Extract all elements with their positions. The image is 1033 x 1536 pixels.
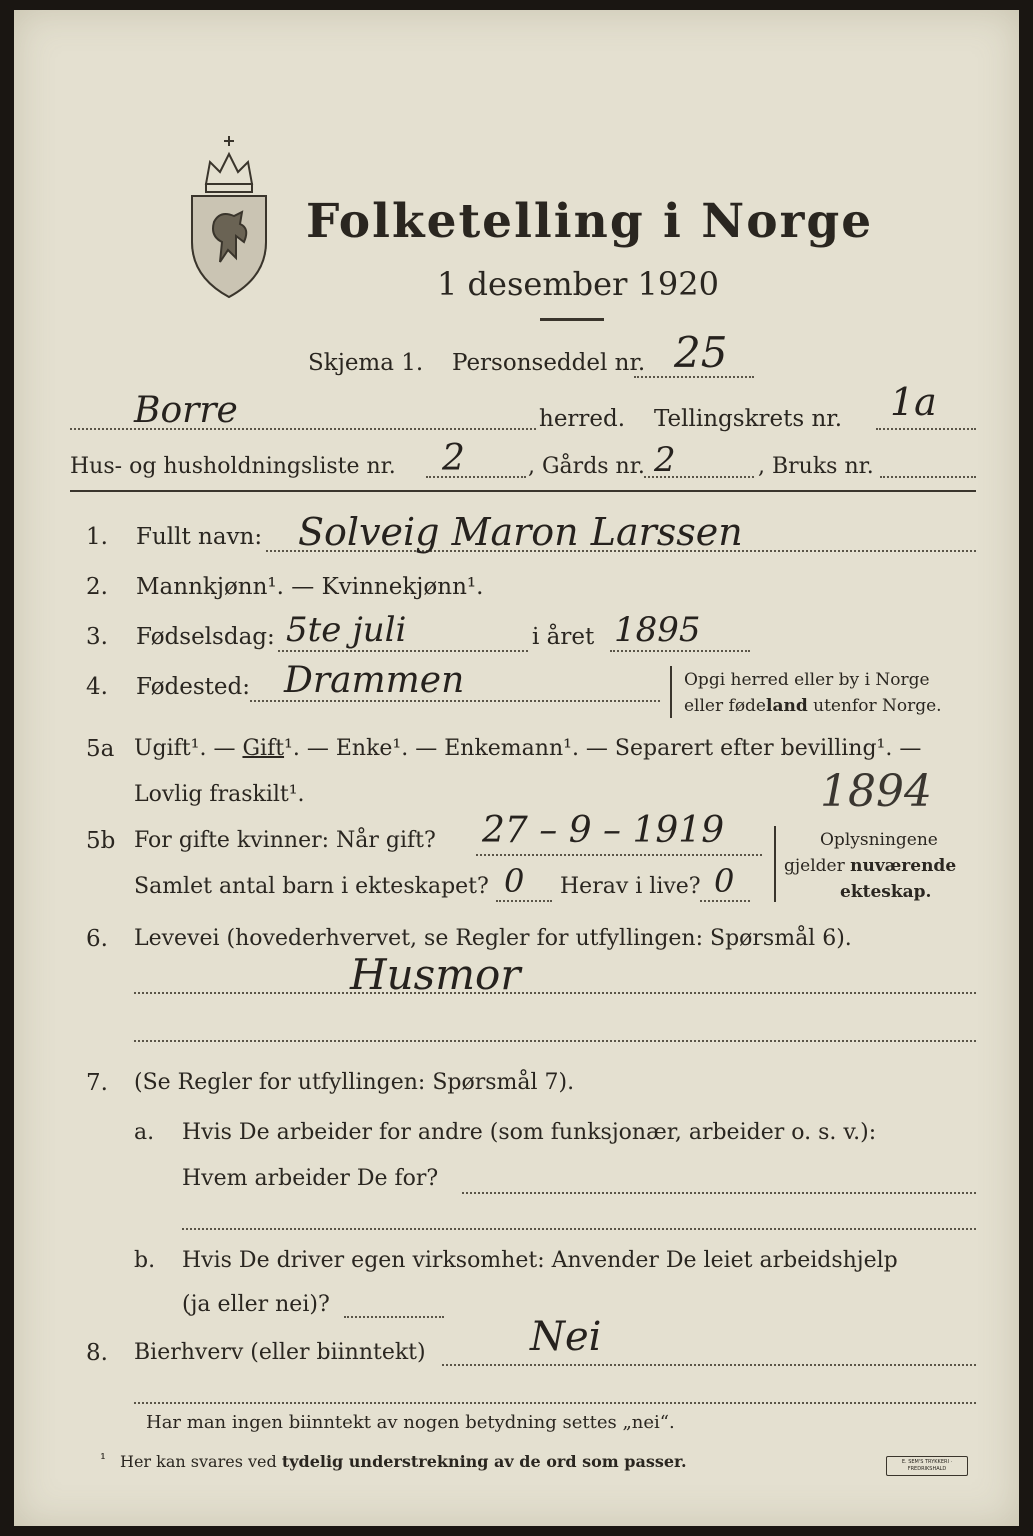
tellingskrets-label: Tellingskrets nr. — [654, 406, 843, 432]
q7a-line2 — [182, 1228, 976, 1230]
q5b-note-line1: Oplysningene — [820, 830, 938, 850]
hus-label: Hus- og husholdningsliste nr. — [70, 454, 396, 479]
hus-line — [426, 476, 526, 478]
q1-number: 1. — [86, 524, 108, 550]
q5a-gift-underlined: Gift — [242, 736, 285, 761]
q5b-date-line — [476, 854, 762, 856]
q4-number: 4. — [86, 674, 108, 700]
q6-label: Levevei (hovederhvervet, se Regler for utfyllingen: Spørsmål 6). — [134, 926, 852, 951]
q8-label: Bierhverv (eller biinntekt) — [134, 1340, 426, 1365]
herred-label: herred. — [539, 406, 626, 432]
q5a-number: 5a — [86, 736, 115, 762]
q7b-text: Hvis De driver egen virksomhet: Anvender De leiet arbeidshjelp — [182, 1248, 898, 1273]
q6-line2 — [134, 1040, 976, 1042]
footnote: Her kan svares ved tydelig understrekning av de ord som passer. — [120, 1452, 687, 1471]
q2-number: 2. — [86, 574, 108, 600]
tellingskrets-line — [876, 428, 976, 430]
census-form-page — [14, 10, 1019, 1526]
q2-label: Mannkjønn¹. — Kvinnekjønn¹. — [136, 574, 484, 600]
q5b-brace — [774, 826, 776, 902]
q3-day-line — [278, 650, 528, 652]
tellingskrets-value: 1a — [890, 380, 937, 424]
q7a-text: Hvis De arbeider for andre (som funksjonær, arbeider o. s. v.): — [182, 1120, 877, 1145]
q7a-line1 — [462, 1192, 976, 1194]
q4-brace — [670, 666, 672, 718]
q5b-herav-value: 0 — [714, 862, 735, 900]
q8-line2 — [134, 1402, 976, 1404]
personseddel-value: 25 — [674, 328, 728, 377]
q3-value: 5te juli — [286, 610, 407, 650]
q3-number: 3. — [86, 624, 108, 650]
gards-label: , Gårds nr. — [528, 454, 645, 479]
q5b-herav-line — [700, 900, 750, 902]
q6-value: Husmor — [350, 950, 521, 999]
q5b-label: For gifte kvinner: Når gift? — [134, 828, 436, 853]
q7b-letter: b. — [134, 1248, 156, 1273]
q7b-line — [344, 1316, 444, 1318]
header-divider — [70, 490, 976, 492]
q7a-question: Hvem arbeider De for? — [182, 1166, 439, 1191]
q5b-date-value: 27 – 9 – 1919 — [482, 810, 725, 851]
q7a-letter: a. — [134, 1120, 155, 1145]
q3-year-line — [610, 650, 750, 652]
footnote-mark: ¹ — [100, 1450, 107, 1468]
bruks-label: , Bruks nr. — [758, 454, 874, 479]
q5b-note-line2: gjelder nuværende — [784, 856, 957, 876]
q7-label: (Se Regler for utfyllingen: Spørsmål 7). — [134, 1070, 575, 1095]
q5b-note-line3: ekteskap. — [840, 882, 932, 902]
title-divider — [540, 318, 604, 321]
q5b-samlet-value: 0 — [504, 862, 525, 900]
gards-value: 2 — [654, 440, 676, 480]
q5a-options: Ugift¹. — Gift¹. — Enke¹. — Enkemann¹. — Separert efter bevilling¹. — — [134, 736, 922, 761]
q4-value: Drammen — [284, 660, 465, 701]
q1-value: Solveig Maron Larssen — [298, 510, 743, 554]
q3-year-value: 1895 — [614, 610, 701, 650]
q5b-samlet-line — [496, 900, 552, 902]
q5b-number: 5b — [86, 828, 116, 854]
q3-year-label: i året — [532, 624, 595, 650]
q1-label: Fullt navn: — [136, 524, 263, 550]
q8-number: 8. — [86, 1340, 108, 1366]
q5a-annotation: 1894 — [820, 766, 932, 817]
q6-number: 6. — [86, 926, 108, 952]
page-title: Folketelling i Norge — [306, 194, 874, 249]
q4-note-line2: eller fødeland utenfor Norge. — [684, 696, 942, 716]
q3-label: Fødselsdag: — [136, 624, 275, 650]
q7-number: 7. — [86, 1070, 108, 1096]
q8-line1 — [442, 1364, 976, 1366]
q4-note-line1: Opgi herred eller by i Norge — [684, 670, 930, 690]
q5b-samlet-label: Samlet antal barn i ekteskapet? — [134, 874, 489, 899]
q4-label: Fødested: — [136, 674, 251, 700]
skjema-label: Skjema 1. — [308, 350, 424, 376]
hus-value: 2 — [442, 438, 465, 479]
bruks-line — [880, 476, 976, 478]
biinntekt-note: Har man ingen biinntekt av nogen betydning settes „nei“. — [146, 1412, 675, 1433]
q5b-herav-label: Herav i live? — [560, 874, 701, 899]
census-date: 1 desember 1920 — [437, 265, 719, 303]
q6-line1 — [134, 992, 976, 994]
personseddel-label: Personseddel nr. — [452, 350, 646, 376]
printer-stamp-text: E. SEM'S TRYKKERI · FREDRIKSHALD — [901, 1459, 953, 1472]
q5a-line2: Lovlig fraskilt¹. — [134, 782, 305, 807]
printer-stamp — [886, 1456, 968, 1476]
q7b-question: (ja eller nei)? — [182, 1292, 330, 1317]
q8-value: Nei — [530, 1314, 602, 1360]
norway-coat-of-arms-icon — [184, 132, 274, 302]
herred-value: Borre — [134, 390, 238, 431]
